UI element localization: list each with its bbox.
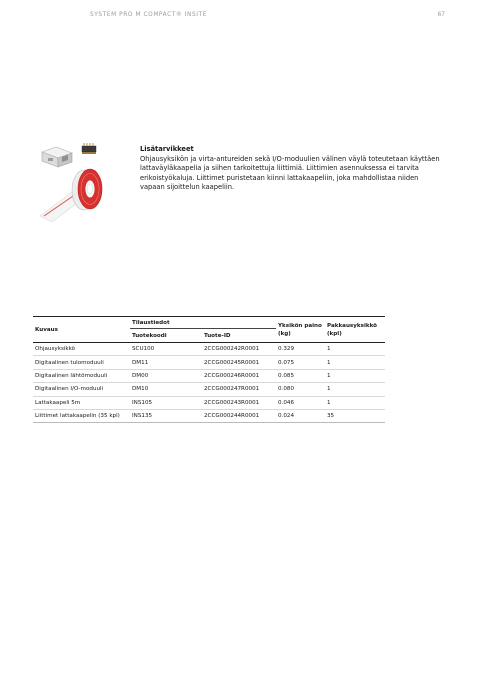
table-row: [33, 356, 385, 369]
connector-icon: [42, 147, 72, 167]
page-header: [0, 12, 480, 24]
table-row: [33, 383, 385, 396]
order-table: [33, 316, 385, 423]
cell-description: Lattakaapeli 5m: [33, 396, 130, 409]
header-product-code: Tuotekoodi: [130, 329, 202, 343]
cell-qty: 1: [325, 343, 385, 356]
cell-id: 2CCG000247R0001: [202, 383, 276, 396]
pin-header-icon: [82, 143, 96, 154]
header-title: SYSTEM PRO M COMPACT® INSITE: [90, 12, 207, 18]
table-row: [33, 396, 385, 409]
cell-weight: 0.075: [276, 356, 325, 369]
cell-id: 2CCG000245R0001: [202, 356, 276, 369]
cell-code: INS105: [130, 396, 202, 409]
cell-qty: 1: [325, 383, 385, 396]
header-package-qty: Pakkausyksikkö (kpl): [325, 317, 385, 343]
page-number: 67: [437, 12, 445, 18]
cell-qty: 1: [325, 369, 385, 382]
product-image: [32, 134, 132, 224]
info-section: [140, 145, 445, 192]
cell-code: SCU100: [130, 343, 202, 356]
cell-weight: 0.080: [276, 383, 325, 396]
cell-code: DM11: [130, 356, 202, 369]
cell-description: Liittimet lattakaapelin (35 kpl): [33, 409, 130, 422]
header-product-id: Tuote-ID: [202, 329, 276, 343]
section-title: Lisätarvikkeet: [140, 145, 194, 153]
cell-weight: 0.024: [276, 409, 325, 422]
section-text: Ohjausyksikön ja virta-antureiden sekä I/O-moduulien välinen väylä toteutetaan käyttäen lattaväyläkaapelia ja siihen tarkoitettuja liittimiä. Liittimien asennuksessa ei tarvita erikoistyökaluja. Liittimet puristetaan kiinni lattakaapeliin, joka mahdollistaa niiden vapaan sijoittelun kaapeliin.: [140, 155, 440, 191]
table-row: [33, 369, 385, 382]
cell-qty: 1: [325, 356, 385, 369]
cell-code: DM00: [130, 369, 202, 382]
cell-code: DM10: [130, 383, 202, 396]
cell-code: INS135: [130, 409, 202, 422]
cell-weight: 0.085: [276, 369, 325, 382]
header-unit-weight: Yksikön paino (kg): [276, 317, 325, 343]
cell-weight: 0.046: [276, 396, 325, 409]
cell-id: 2CCG000243R0001: [202, 396, 276, 409]
table-row: [33, 409, 385, 422]
cell-description: Ohjausyksikkö: [33, 343, 130, 356]
cell-weight: 0.329: [276, 343, 325, 356]
cell-description: Digitaalinen tulomoduuli: [33, 356, 130, 369]
cell-id: 2CCG000244R0001: [202, 409, 276, 422]
cell-id: 2CCG000242R0001: [202, 343, 276, 356]
header-description: Kuvaus: [33, 317, 130, 343]
cell-id: 2CCG000246R0001: [202, 369, 276, 382]
cell-description: Digitaalinen lähtömoduuli: [33, 369, 130, 382]
cell-qty: 35: [325, 409, 385, 422]
cell-description: Digitaalinen I/O-moduuli: [33, 383, 130, 396]
flat-cable-roll-icon: [40, 169, 102, 222]
cell-qty: 1: [325, 396, 385, 409]
header-ordering-group: Tilaustiedot: [130, 317, 276, 329]
table-row: [33, 343, 385, 356]
